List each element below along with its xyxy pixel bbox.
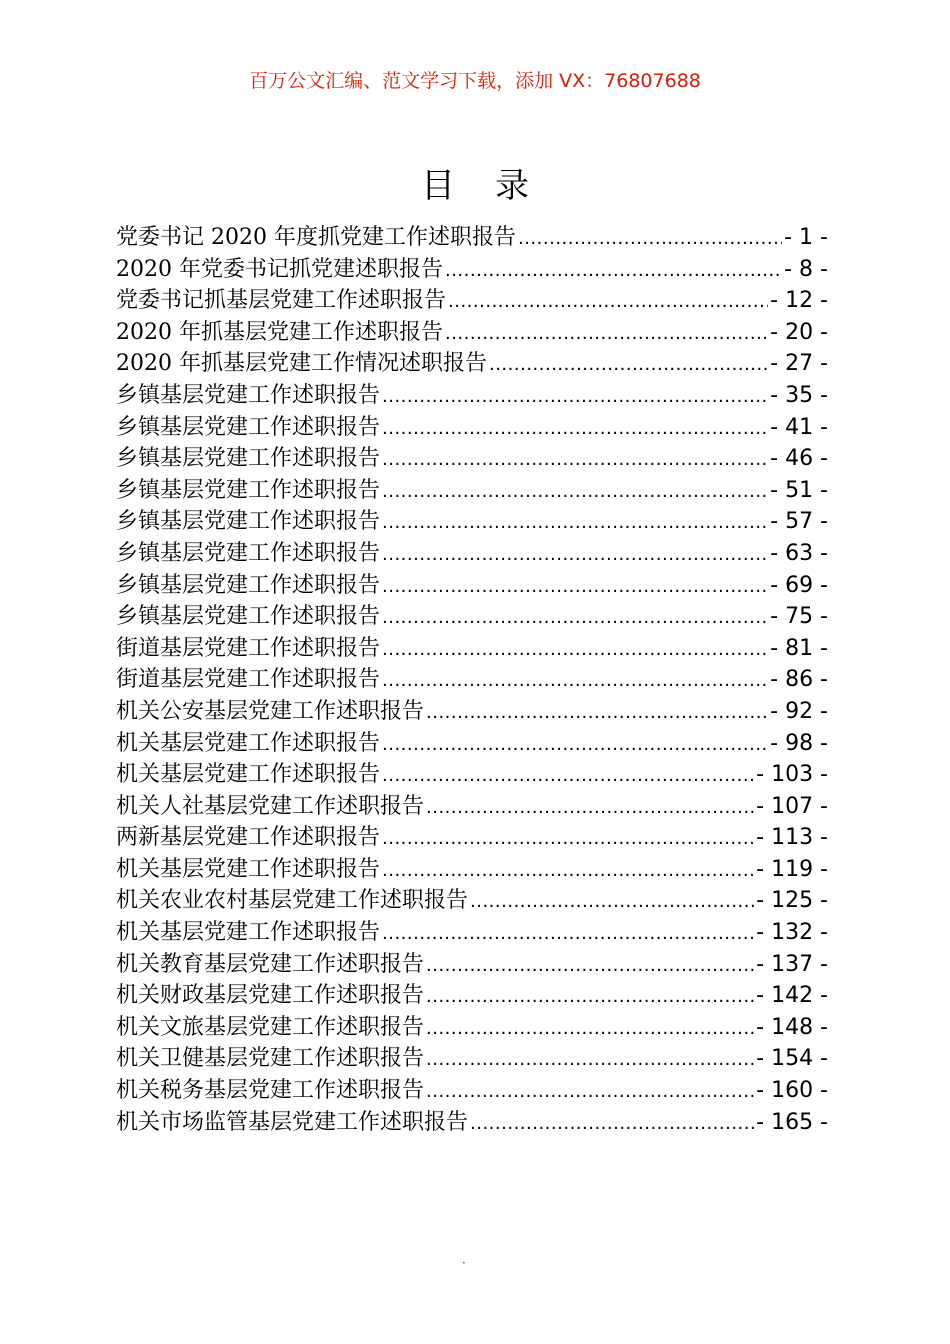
toc-entry[interactable] (116, 222, 828, 254)
toc-entry-page-number: - 98 - (770, 730, 828, 756)
toc-entry-title: 机关教育基层党建工作述职报告 (116, 951, 425, 977)
toc-entry-page-number: - 142 - (756, 983, 828, 1009)
toc-entry-title: 乡镇基层党建工作述职报告 (116, 540, 381, 566)
toc-dot-leader (382, 634, 768, 666)
toc-entry-title: 2020 年抓基层党建工作情况述职报告 (116, 351, 487, 377)
toc-entry[interactable] (116, 254, 828, 286)
toc-entry-title: 乡镇基层党建工作述职报告 (116, 604, 381, 630)
toc-dot-leader (382, 476, 768, 508)
toc-dot-leader (382, 413, 768, 445)
toc-entry[interactable] (116, 317, 828, 349)
toc-entry[interactable] (116, 728, 828, 760)
toc-entry-page-number: - 125 - (756, 888, 828, 914)
toc-entry-page-number: - 63 - (770, 540, 828, 566)
toc-entry-title: 机关人社基层党建工作述职报告 (116, 793, 425, 819)
toc-entry[interactable] (116, 1012, 828, 1044)
toc-entry-page-number: - 69 - (770, 572, 828, 598)
toc-dot-leader (382, 823, 754, 855)
toc-entry-page-number: - 160 - (756, 1078, 828, 1104)
toc-entry-title: 乡镇基层党建工作述职报告 (116, 446, 381, 472)
toc-entry-page-number: - 137 - (756, 951, 828, 977)
toc-entry-page-number: - 81 - (770, 635, 828, 661)
toc-entry[interactable] (116, 633, 828, 665)
toc-dot-leader (382, 918, 754, 950)
toc-entry-page-number: - 27 - (770, 351, 828, 377)
toc-entry-page-number: - 51 - (770, 477, 828, 503)
toc-entry[interactable] (116, 1075, 828, 1107)
toc-entry[interactable] (116, 759, 828, 791)
toc-entry-title: 党委书记 2020 年度抓党建工作述职报告 (116, 225, 516, 250)
toc-entry-title: 机关基层党建工作述职报告 (116, 856, 381, 882)
toc-entry-title: 党委书记抓基层党建工作述职报告 (116, 288, 447, 314)
toc-entry-title: 机关农业农村基层党建工作述职报告 (116, 888, 469, 914)
toc-entry-page-number: - 46 - (770, 446, 828, 472)
toc-dot-leader (426, 1044, 754, 1076)
toc-entry-title: 机关基层党建工作述职报告 (116, 762, 381, 788)
toc-entry-title: 乡镇基层党建工作述职报告 (116, 414, 381, 440)
toc-entry[interactable] (116, 285, 828, 317)
toc-entry[interactable] (116, 506, 828, 538)
toc-entry-title: 机关税务基层党建工作述职报告 (116, 1078, 425, 1104)
toc-dot-leader (426, 981, 754, 1013)
toc-entry-page-number: - 20 - (770, 319, 828, 345)
toc-entry-title: 乡镇基层党建工作述职报告 (116, 509, 381, 535)
toc-entry[interactable] (116, 475, 828, 507)
toc-dot-leader (382, 571, 768, 603)
toc-dot-leader (426, 697, 768, 729)
toc-dot-leader (426, 1076, 754, 1108)
toc-entry[interactable] (116, 1043, 828, 1075)
toc-dot-leader (382, 381, 768, 413)
toc-entry[interactable] (116, 538, 828, 570)
toc-entry[interactable] (116, 791, 828, 823)
toc-entry-title: 两新基层党建工作述职报告 (116, 825, 381, 851)
toc-entry-page-number: - 8 - (784, 256, 828, 282)
toc-dot-leader (426, 950, 754, 982)
toc-entry-title: 2020 年党委书记抓党建述职报告 (116, 256, 443, 282)
toc-entry[interactable] (116, 949, 828, 981)
toc-entry-page-number: - 103 - (756, 762, 828, 788)
toc-entry-page-number: - 119 - (756, 856, 828, 882)
toc-dot-leader (426, 792, 754, 824)
toc-entry-page-number: - 113 - (756, 825, 828, 851)
toc-entry-page-number: - 154 - (756, 1046, 828, 1072)
toc-entry-page-number: - 1 - (784, 225, 828, 250)
toc-entry[interactable] (116, 601, 828, 633)
toc-entry-title: 乡镇基层党建工作述职报告 (116, 572, 381, 598)
toc-dot-leader (382, 444, 768, 476)
toc-entry-title: 机关基层党建工作述职报告 (116, 920, 381, 946)
toc-entry[interactable] (116, 348, 828, 380)
toc-entry-page-number: - 148 - (756, 1014, 828, 1040)
toc-entry[interactable] (116, 885, 828, 917)
toc-entry-title: 街道基层党建工作述职报告 (116, 667, 381, 693)
toc-dot-leader (518, 223, 782, 255)
toc-entry-title: 机关公安基层党建工作述职报告 (116, 698, 425, 724)
toc-dot-leader (448, 286, 768, 318)
toc-entry-page-number: - 107 - (756, 793, 828, 819)
toc-entry[interactable] (116, 412, 828, 444)
toc-entry-title: 机关卫健基层党建工作述职报告 (116, 1046, 425, 1072)
page-title (0, 158, 950, 207)
toc-dot-leader (382, 855, 754, 887)
toc-dot-leader (445, 255, 782, 287)
toc-entry-title: 2020 年抓基层党建工作述职报告 (116, 319, 443, 345)
toc-entry-page-number: - 35 - (770, 382, 828, 408)
toc-entry-page-number: - 41 - (770, 414, 828, 440)
toc-entry-page-number: - 57 - (770, 509, 828, 535)
toc-entry[interactable] (116, 443, 828, 475)
toc-dot-leader (470, 886, 754, 918)
toc-dot-leader (426, 1013, 754, 1045)
toc-dot-leader (382, 539, 768, 571)
toc-dot-leader (470, 1108, 754, 1140)
table-of-contents (116, 222, 828, 1138)
toc-dot-leader (382, 760, 754, 792)
page-footer-mark: · (462, 1256, 466, 1270)
toc-entry-page-number: - 86 - (770, 667, 828, 693)
toc-entry-title: 机关文旅基层党建工作述职报告 (116, 1014, 425, 1040)
toc-entry[interactable] (116, 980, 828, 1012)
toc-entry-page-number: - 75 - (770, 604, 828, 630)
toc-dot-leader (382, 729, 768, 761)
toc-entry-title: 机关基层党建工作述职报告 (116, 730, 381, 756)
toc-entry[interactable] (116, 570, 828, 602)
toc-entry-title: 街道基层党建工作述职报告 (116, 635, 381, 661)
toc-dot-leader (382, 665, 768, 697)
watermark-header: 百万公文汇编、范文学习下载，添加 VX：76807688 (249, 70, 701, 92)
toc-entry[interactable] (116, 380, 828, 412)
toc-entry-title: 机关市场监管基层党建工作述职报告 (116, 1109, 469, 1135)
toc-dot-leader (445, 318, 768, 350)
toc-dot-leader (382, 602, 768, 634)
toc-dot-leader (489, 349, 768, 381)
toc-entry-page-number: - 12 - (770, 288, 828, 314)
toc-entry-title: 乡镇基层党建工作述职报告 (116, 382, 381, 408)
toc-entry-page-number: - 165 - (756, 1109, 828, 1135)
toc-entry[interactable] (116, 696, 828, 728)
title-char-right: 录 (495, 166, 529, 206)
toc-entry-title: 机关财政基层党建工作述职报告 (116, 983, 425, 1009)
toc-dot-leader (382, 507, 768, 539)
toc-entry-page-number: - 132 - (756, 920, 828, 946)
toc-entry[interactable] (116, 822, 828, 854)
title-char-left: 目 (421, 166, 455, 206)
toc-entry-title: 乡镇基层党建工作述职报告 (116, 477, 381, 503)
toc-entry[interactable] (116, 1107, 828, 1139)
toc-entry-page-number: - 92 - (770, 698, 828, 724)
toc-entry[interactable] (116, 664, 828, 696)
toc-entry[interactable] (116, 917, 828, 949)
toc-entry[interactable] (116, 854, 828, 886)
